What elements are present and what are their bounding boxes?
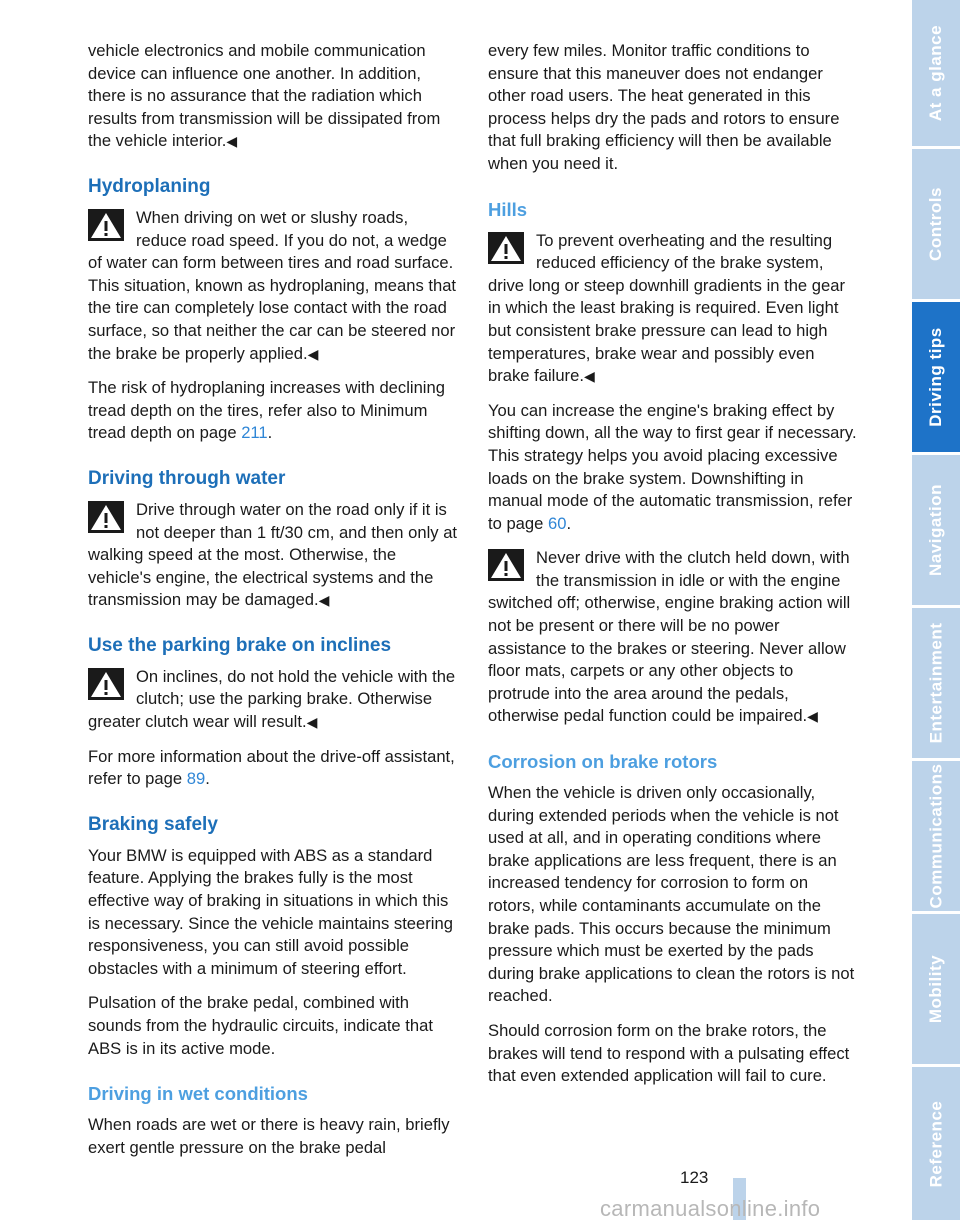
tab-driving-tips[interactable]: Driving tips [912, 302, 960, 452]
corrosion-paragraph-2: Should corrosion form on the brake rotors, the brakes will tend to respond with a pulsating effect that even extended application will fail to cure. [488, 1020, 850, 1086]
drive-off-paragraph: For more information about the drive-off assistant, refer to page 89. [88, 746, 455, 789]
heading-water: Driving through water [88, 467, 286, 489]
warning-triangle-icon [88, 501, 124, 533]
intro-paragraph: vehicle electronics and mobile communication device can influence one another. In addition, there is no assurance that the radiation which results from transmission will be dissipated from the vehicle interior.◀ [88, 41, 441, 151]
tab-reference[interactable]: Reference [912, 1067, 960, 1220]
warning-inclines: On inclines, do not hold the vehicle with the clutch; use the parking brake. Otherwise greater clutch wear will result.◀ [88, 666, 456, 732]
warning-hills: To prevent overheating and the resulting reduced efficiency of the brake system, drive long or steep downhill gradients in the gear in which the least braking is required. Even light but consistent brake pressure can lead to high temperatures, brake wear and possibly even brake failure.◀ [488, 230, 845, 386]
tab-communications[interactable]: Communications [912, 761, 960, 911]
corrosion-paragraph-1: When the vehicle is driven only occasionally, during extended periods when the vehicle is not used at all, and in operating conditions where brake applications are less frequent, there is an increased tendency for corrosion to form on rotors, while contaminants accumulate on the brake pads. This occurs because the minimum pressure which must be exerted by the pads during brake applications to clean the rotors is not reached. [488, 783, 855, 1006]
page-number: 123 [680, 1168, 709, 1187]
heading-hydroplaning: Hydroplaning [88, 175, 211, 197]
right-column [488, 40, 858, 1100]
page-ref-link[interactable]: 60 [548, 513, 567, 533]
warning-triangle-icon [88, 209, 124, 241]
braking-paragraph-1: Your BMW is equipped with ABS as a standard feature. Applying the brakes fully is the most effective way of braking in situations in which this is necessary. Since the vehicle maintains steering responsiveness, you can still avoid possible obstacles with a minimum of steering effort. [88, 845, 453, 978]
heading-inclines: Use the parking brake on inclines [88, 634, 392, 656]
tab-at-a-glance[interactable]: At a glance [912, 0, 960, 146]
tab-navigation[interactable]: Navigation [912, 455, 960, 605]
braking-paragraph-2: Pulsation of the brake pedal, combined with sounds from the hydraulic circuits, indicate that ABS is in its active mode. [88, 993, 433, 1058]
heading-wet: Driving in wet conditions [88, 1083, 308, 1105]
page-ref-link[interactable]: 211 [241, 423, 268, 443]
page-ref-link[interactable]: 89 [186, 769, 206, 789]
tab-mobility[interactable]: Mobility [912, 914, 960, 1064]
tab-controls[interactable]: Controls [912, 149, 960, 299]
heading-corrosion: Corrosion on brake rotors [488, 751, 718, 773]
downshift-paragraph: You can increase the engine's braking effect by shifting down, all the way to first gear if necessary. This strategy helps you avoid placing excessive loads on the brake system. Downshifting in manual mode of the automatic transmission, refer to page 60. [488, 400, 857, 533]
warning-water: Drive through water on the road only if it is not deeper than 1 ft/30 cm, and then only at walking speed at the most. Otherwise, the vehicle's engine, the electrical systems and the transmission may be damaged.◀ [88, 499, 458, 610]
warning-triangle-icon [488, 232, 524, 264]
side-navigation [912, 0, 960, 1220]
left-column [88, 40, 458, 1171]
end-marker: ◀ [226, 133, 238, 150]
warning-clutch: Never drive with the clutch held down, with the transmission in idle or with the engine switched off; otherwise, engine braking action will not be present or there will be no power assistance to the brakes or steering. Never allow floor mats, carpets or any other objects to protrude into the area around the pedals, otherwise pedal function could be impaired.◀ [488, 548, 851, 726]
watermark: carmanualsonline.info [600, 1196, 821, 1221]
wet-paragraph: When roads are wet or there is heavy rain, briefly exert gentle pressure on the brake pedal [88, 1115, 450, 1157]
warning-triangle-icon [488, 549, 524, 581]
heading-hills: Hills [488, 198, 528, 220]
wet-continued-paragraph: every few miles. Monitor traffic conditions to ensure that this maneuver does not endanger other road users. The heat generated in this process helps dry the pads and rotors to ensure that full braking efficiency will then be available when you need it. [488, 41, 840, 173]
heading-braking: Braking safely [88, 813, 218, 835]
tab-entertainment[interactable]: Entertainment [912, 608, 960, 758]
hydroplaning-paragraph: The risk of hydroplaning increases with declining tread depth on the tires, refer also to Minimum tread depth on page 211. [88, 378, 445, 443]
warning-hydroplaning: When driving on wet or slushy roads, reduce road speed. If you do not, a wedge of water can form between tires and road surface. This situation, known as hydroplaning, means that the tire can completely lose contact with the road surface, so that neither the car can be steered nor the brake be properly applied.◀ [88, 207, 457, 363]
warning-triangle-icon [88, 668, 124, 700]
